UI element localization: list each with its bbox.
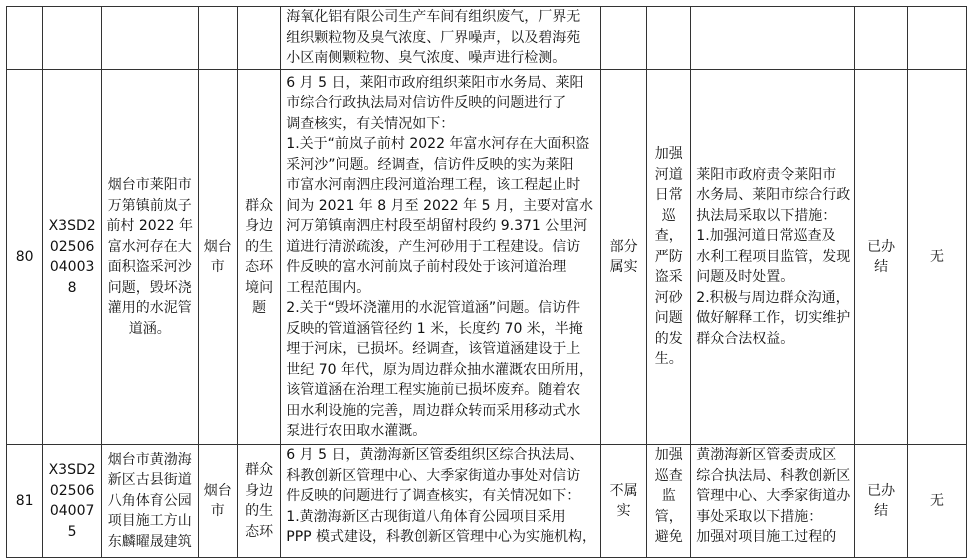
table-row xyxy=(7,7,967,70)
measures xyxy=(691,7,855,70)
suggestion xyxy=(647,7,691,70)
case-id: X3SD2 02506 04003 8 xyxy=(43,70,102,445)
row-no: 80 xyxy=(7,70,43,445)
verdict: 不属 实 xyxy=(601,445,647,558)
task-desc: 烟台市黄渤海 新区古县街道 八角体育公园 项目施工方山 东麟曜晟建筑 xyxy=(101,445,198,558)
suggestion: 加强 河道 日常 巡 查， 严防 盗采 河砂 问题 的发 生。 xyxy=(647,70,691,445)
verdict xyxy=(601,7,647,70)
accountability xyxy=(907,7,966,70)
city: 烟台 市 xyxy=(198,70,238,445)
city xyxy=(198,7,238,70)
table-row xyxy=(7,445,967,558)
problem-type: 群众 身边 的生 态环 境问 题 xyxy=(238,70,281,445)
table-row xyxy=(7,70,967,445)
task-desc xyxy=(101,7,198,70)
case-id xyxy=(43,7,102,70)
status xyxy=(855,7,908,70)
status: 已办 结 xyxy=(855,70,908,445)
measures: 黄渤海新区管委责成区 综合执法局、科教创新区 管理中心、大季家街道办 事处采取以下措施： 加强对项目施工过程的 xyxy=(691,445,855,558)
suggestion: 加强 巡查 监 管， 避免 xyxy=(647,445,691,558)
verdict: 部分 属实 xyxy=(601,70,647,445)
investigation-result: 海氧化铝有限公司生产车间有组织废气，厂界无 组织颗粒物及臭气浓度、厂界噪声，以及碧海苑 小区南侧颗粒物、臭气浓度、噪声进行检测。 xyxy=(281,7,601,70)
investigation-result: 6 月 5 日，黄渤海新区管委组织区综合执法局、 科教创新区管理中心、大季家街道办事处对信访 件反映的问题进行了调查核实，有关情况如下： 1.黄渤海新区古现街道八角体育公园项目采用 PPP 模式建设，科教创新区管理中心为实施机构， xyxy=(281,445,601,558)
status: 已办 结 xyxy=(855,445,908,558)
accountability: 无 xyxy=(907,70,966,445)
problem-type: 群众 身边 的生 态环 xyxy=(238,445,281,558)
task-desc: 烟台市莱阳市 万第镇前岚子 前村 2022 年 富水河存在大 面积盗采河沙 问题，毁坏浇 灌用的水泥管 道涵。 xyxy=(101,70,198,445)
case-id: X3SD2 02506 04007 5 xyxy=(43,445,102,558)
measures: 莱阳市政府责令莱阳市 水务局、莱阳市综合行政 执法局采取以下措施： 1.加强河道日常巡查及 水利工程项目监管，发现 问题及时处置。 2.积极与周边群众沟通， 做好解释工作，切实维护 群众合法权益。 xyxy=(691,70,855,445)
problem-type xyxy=(238,7,281,70)
row-no: 81 xyxy=(7,445,43,558)
investigation-result: 6 月 5 日，莱阳市政府组织莱阳市水务局、莱阳 市综合行政执法局对信访件反映的问题进行了 调查核实，有关情况如下： 1.关于“前岚子前村 2022 年富水河存在大面积盗 采河沙”问题。经调查，信访件反映的实为莱阳 市富水河南泗庄段河道治理工程，该工程起止时 间为 2021 年 8 月至 2022 年 5 月，主要对富水 河万第镇南泗庄村段至胡留村段约 9.371 公里河 道进行清淤疏浚，产生河砂用于工程建设。信访 件反映的富水河前岚子前村段处于该河道治理 工程范围内。 2.关于“毁坏浇灌用的水泥管道涵”问题。信访件 反映的管道涵管径约 1 米，长度约 70 米，半掩 埋于河床，已损坏。经调查，该管道涵建设于上 世纪 70 年代，原为周边群众抽水灌溉农田所用， 该管道涵在治理工程实施前已损坏废弃。随着农 田水利设施的完善，周边群众转而采用移动式水 泵进行农田取水灌溉。 xyxy=(281,70,601,445)
inspection-table xyxy=(6,6,967,558)
city: 烟台 市 xyxy=(198,445,238,558)
row-no xyxy=(7,7,43,70)
accountability: 无 xyxy=(907,445,966,558)
